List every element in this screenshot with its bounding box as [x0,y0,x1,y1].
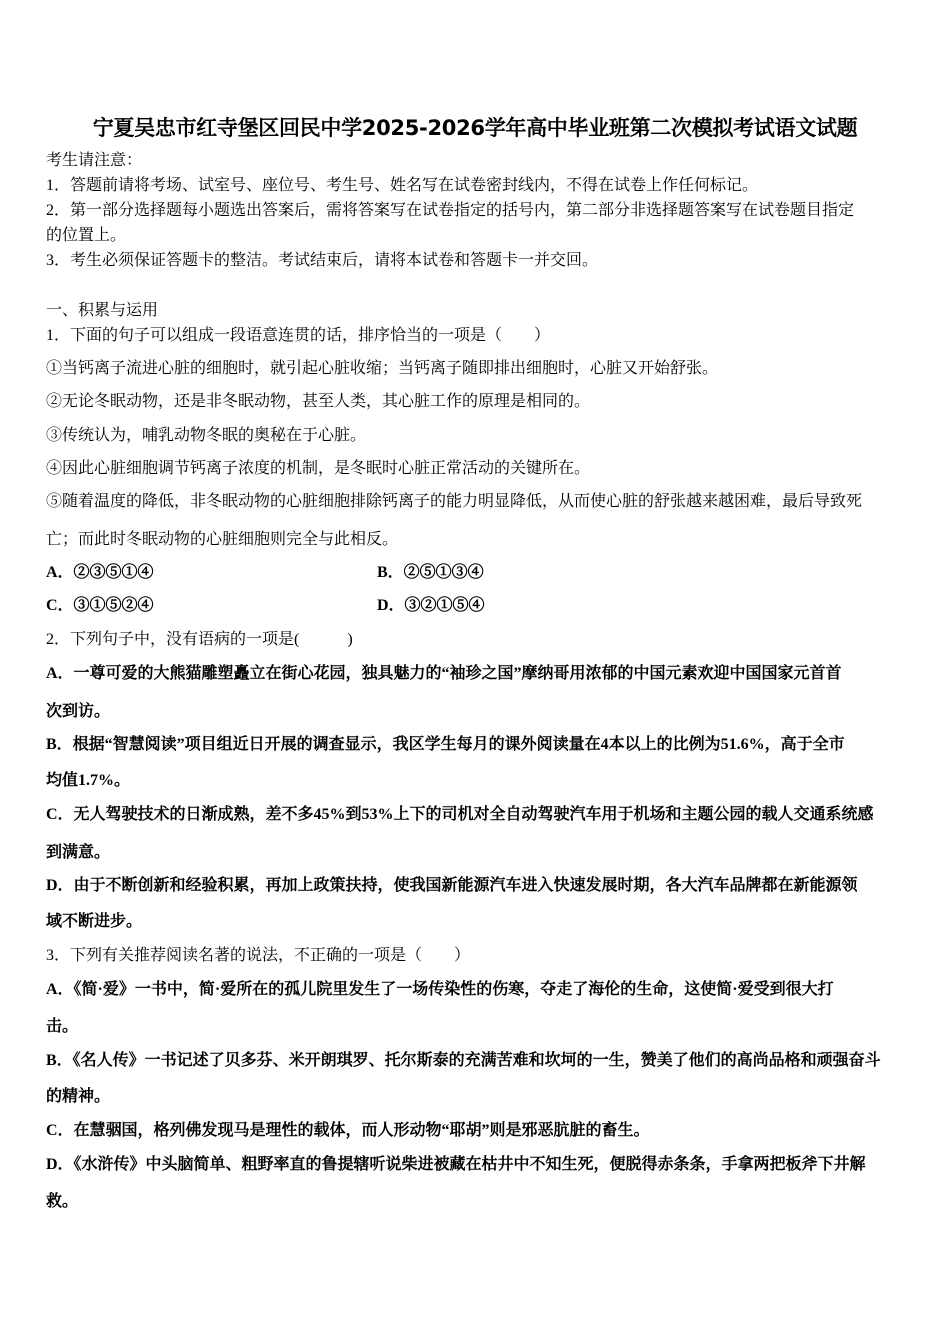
option-b: B．根据“智慧阅读”项目组近日开展的调查显示，我区学生每月的课外阅读量在4本以上的比例为51.6%，高于全市 [46,736,845,753]
option-d-cont: 救。 [46,1193,79,1210]
notice-line: 3．考生必须保证答题卡的整洁。考试结束后，请将本试卷和答题卡一并交回。 [46,252,599,269]
sentence-item: ①当钙离子流进心脏的细胞时，就引起心脏收缩；当钙离子随即排出细胞时，心脏又开始舒张。 [46,360,719,377]
option-a-cont: 击。 [46,1018,79,1035]
option-b: B．②⑤①③④ [377,564,484,581]
option-a: A．一尊可爱的大熊猫雕塑矗立在街心花园，独具魅力的“袖珍之国”摩纳哥用浓郁的中国元素欢迎中国国家元首首 [46,665,842,682]
option-b-cont: 均值1.7%。 [46,772,131,789]
sentence-item: ⑤随着温度的降低，非冬眠动物的心脏细胞排除钙离子的能力明显降低，从而使心脏的舒张越来越困难，最后导致死 [46,493,863,510]
question-1-stem: 1．下面的句子可以组成一段语意连贯的话，排序恰当的一项是（ ） [46,327,551,344]
notice-line: 1．答题前请将考场、试室号、座位号、考生号、姓名写在试卷密封线内，不得在试卷上作任何标记。 [46,177,759,194]
option-a: A．②③⑤①④ [46,564,154,581]
option-d-cont: 域不断进步。 [46,913,143,930]
notice-heading: 考生请注意： [46,152,143,169]
sentence-item: 亡；而此时冬眠动物的心脏细胞则完全与此相反。 [46,531,399,548]
question-2-stem: 2．下列句子中，没有语病的一项是( ) [46,631,353,648]
option-c: C．在慧骃国，格列佛发现马是理性的载体，而人形动物“耶胡”则是邪恶肮脏的畜生。 [46,1122,650,1139]
option-b-cont: 的精神。 [46,1088,111,1105]
section-heading: 一、积累与运用 [46,302,159,319]
option-c-cont: 到满意。 [46,844,111,861]
sentence-item: ②无论冬眠动物，还是非冬眠动物，甚至人类，其心脏工作的原理是相同的。 [46,393,591,410]
option-a: A．《简·爱》一书中，简·爱所在的孤儿院里发生了一场传染性的伤寒，夺走了海伦的生命，这使简·爱受到很大打 [46,981,834,998]
option-d: D．由于不断创新和经验积累，再加上政策扶持，使我国新能源汽车进入快速发展时期，各大汽车品牌都在新能源领 [46,877,858,894]
option-c: C．③①⑤②④ [46,597,154,614]
page-title: 宁夏吴忠市红寺堡区回民中学2025-2026学年高中毕业班第二次模拟考试语文试题 [92,116,858,140]
option-d: D．《水浒传》中头脑简单、粗野率直的鲁提辖听说柴进被藏在枯井中不知生死，便脱得赤条条，手拿两把板斧下井解 [46,1156,866,1173]
option-c: C．无人驾驶技术的日渐成熟，差不多45%到53%上下的司机对全自动驾驶汽车用于机场和主题公园的载人交通系统感 [46,806,874,823]
question-3-stem: 3．下列有关推荐阅读名著的说法，不正确的一项是（ ） [46,947,471,964]
option-b: B．《名人传》一书记述了贝多芬、米开朗琪罗、托尔斯泰的充满苦难和坎坷的一生，赞美了他们的高尚品格和顽强奋斗 [46,1052,881,1069]
notice-line: 2．第一部分选择题每小题选出答案后，需将答案写在试卷指定的括号内，第二部分非选择题答案写在试卷题目指定 [46,202,855,219]
option-d: D．③②①⑤④ [377,597,485,614]
sentence-item: ④因此心脏细胞调节钙离子浓度的机制，是冬眠时心脏正常活动的关键所在。 [46,460,591,477]
option-a-cont: 次到访。 [46,703,111,720]
sentence-item: ③传统认为，哺乳动物冬眠的奥秘在于心脏。 [46,427,367,444]
notice-line: 的位置上。 [46,227,127,244]
